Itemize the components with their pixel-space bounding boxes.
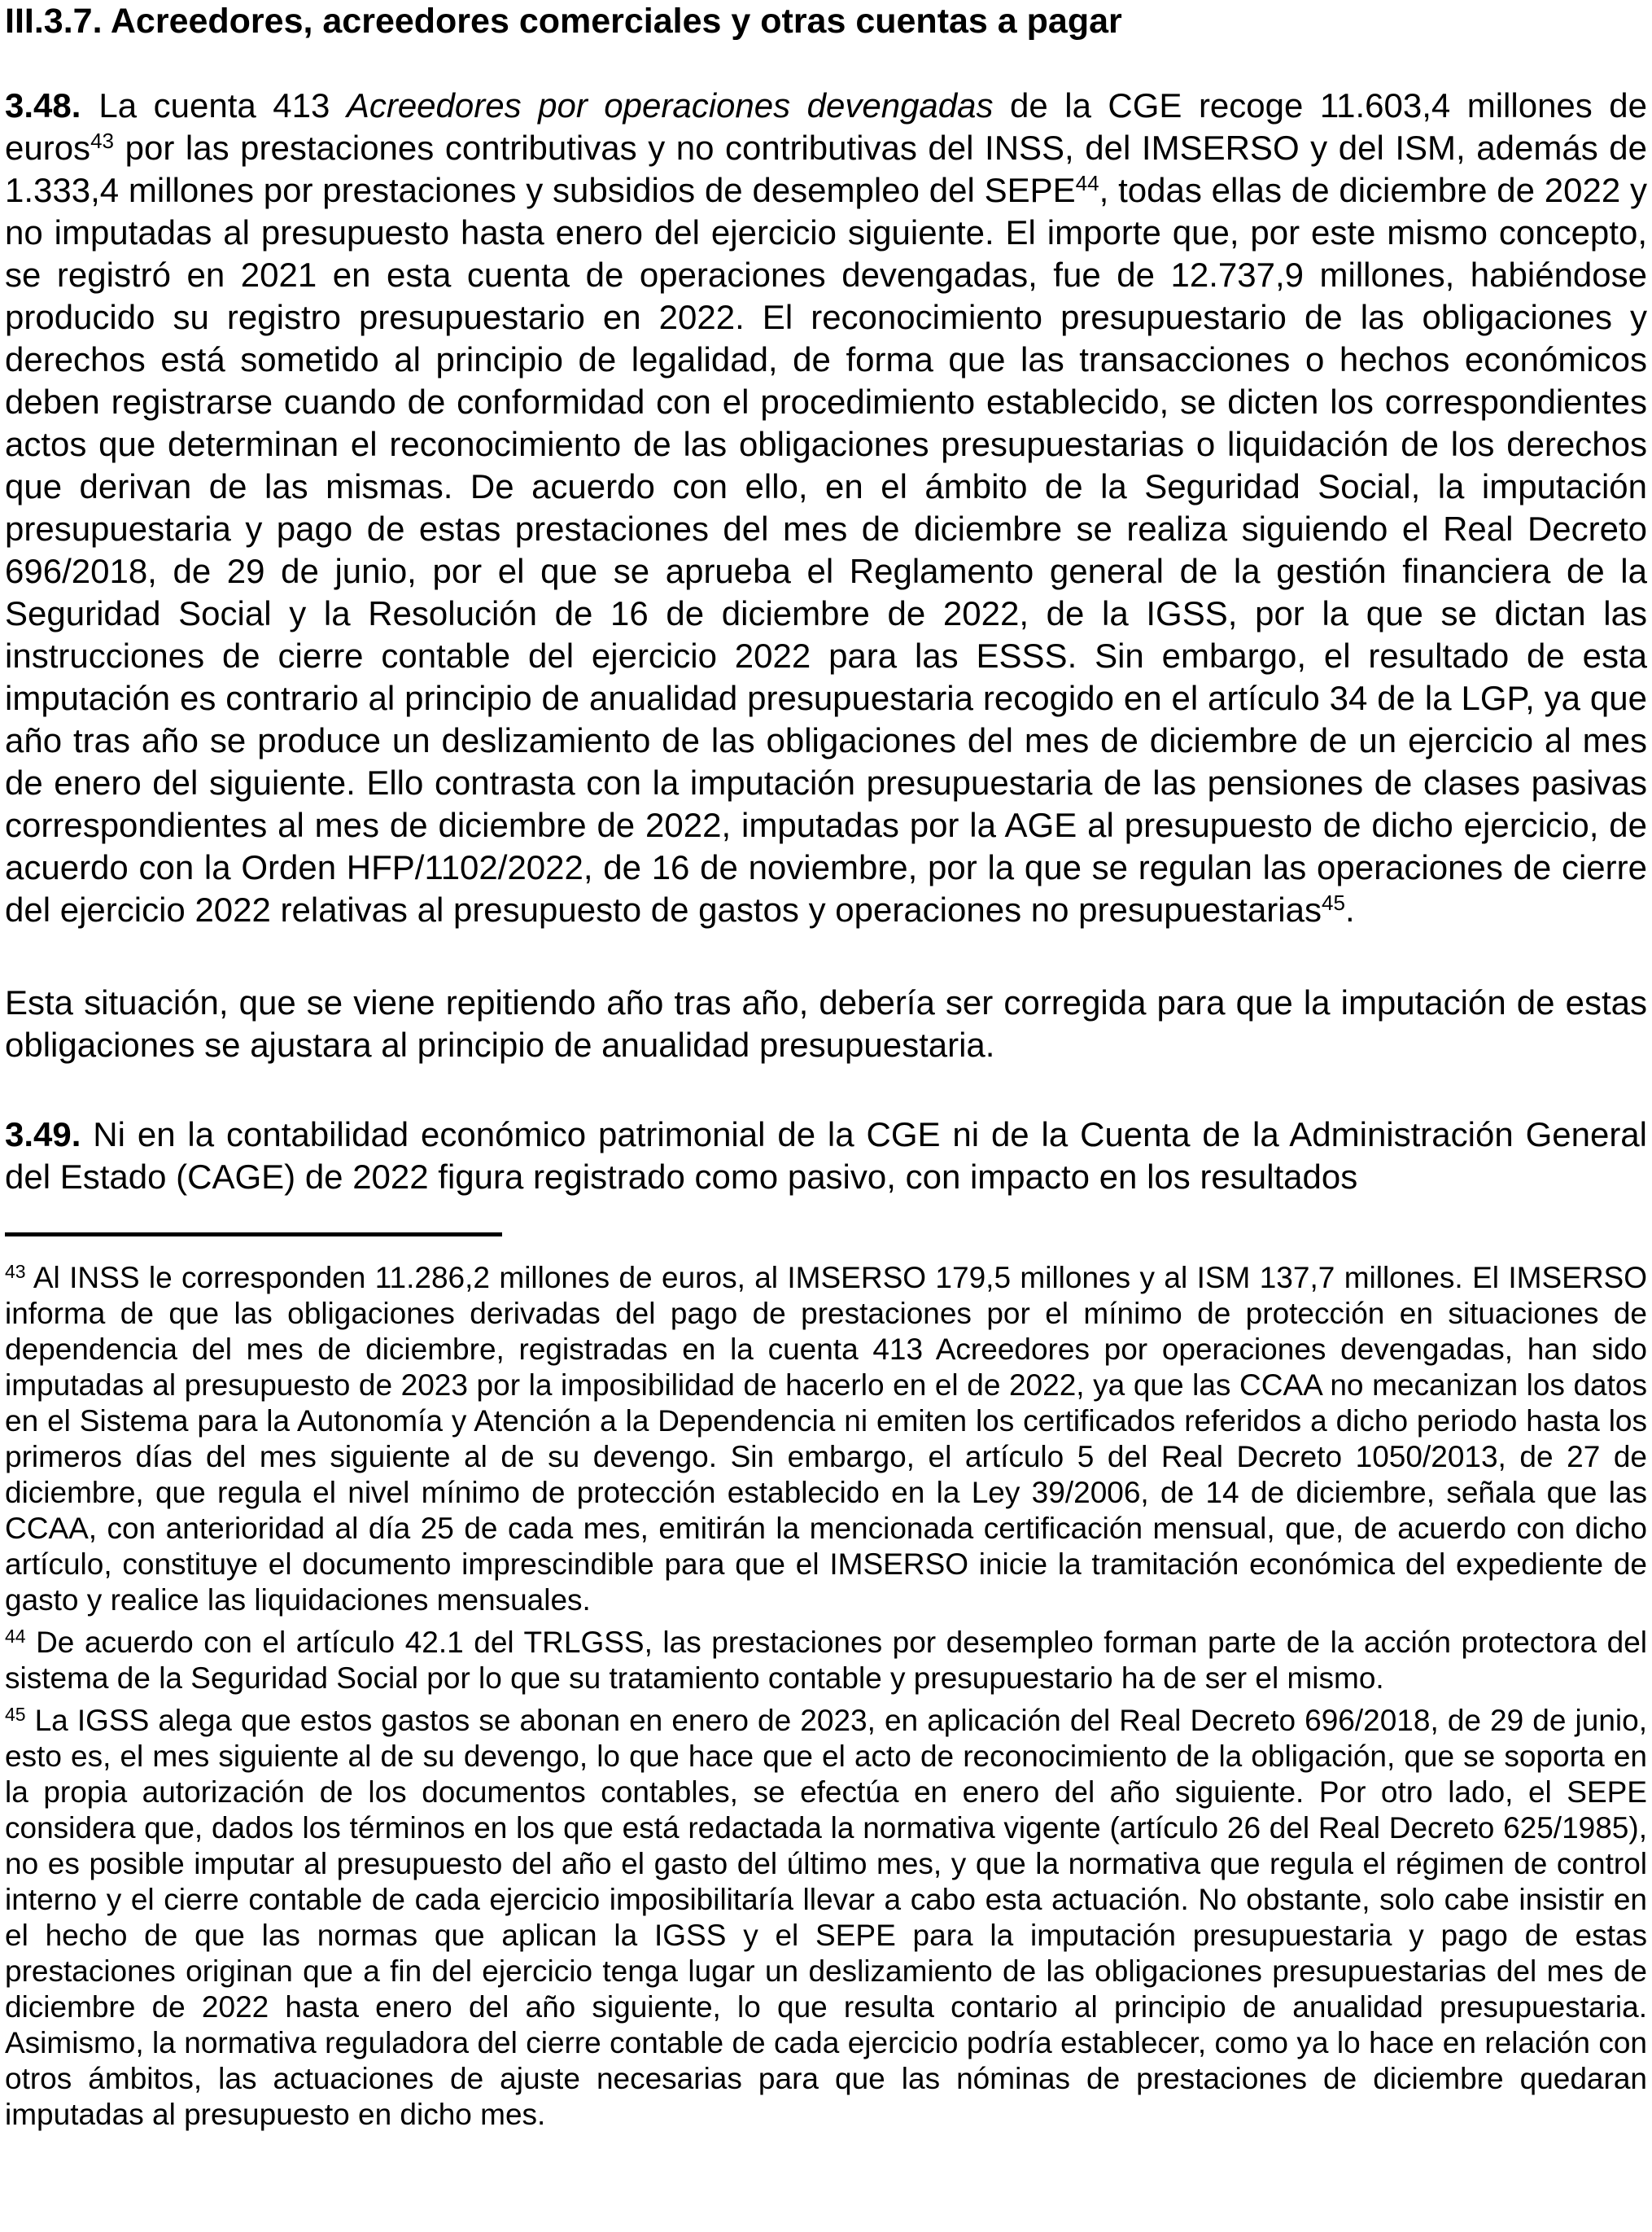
- footnote-45: [5, 1703, 1647, 2133]
- account-name-italic: Acreedores por operaciones devengadas: [346, 86, 994, 125]
- footnote-43-marker: 43: [5, 1261, 26, 1283]
- paragraph-3-48-after-italic: de la CGE recoge 11.603,4 millones de euros: [5, 86, 1648, 167]
- paragraph-number-3-49: 3.49.: [5, 1115, 81, 1153]
- footnote-ref-44: 44: [1075, 171, 1099, 196]
- paragraph-remark: Esta situación, que se viene repitiendo año tras año, debería ser corregida para que la imputación de estas obligaciones se ajustara al principio de anualidad presupuestaria.: [5, 983, 1647, 1064]
- footnote-ref-43: 43: [90, 129, 115, 154]
- paragraph-3-48-mid2: , todas ellas de diciembre de 2022 y no imputadas al presupuesto hasta enero del ejercicio siguiente. El importe que, por este mismo concepto, se registró en 2021 en esta cuenta de operaciones devengadas, fue de 12.737,9 millones, habiéndose producido su registro presupuestario en 2022. El reconocimiento presupuestario de las obligaciones y derechos está sometido al principio de legalidad, de forma que las transacciones o hechos económicos deben registrarse cuando de conformidad con el procedimiento establecido, se dicten los correspondientes actos que determinan el reconocimiento de las obligaciones presupuestarias o liquidación de los derechos que derivan de las mismas. De acuerdo con ello, en el ámbito de la Seguridad Social, la imputación presupuestaria y pago de estas prestaciones del mes de diciembre se realiza siguiendo el Real Decreto 696/2018, de 29 de junio, por el que se aprueba el Reglamento general de la gestión financiera de la Seguridad Social y la Resolución de 16 de diciembre de 2022, de la IGSS, por la que se dictan las instrucciones de cierre contable del ejercicio 2022 para las ESSS. Sin embargo, el resultado de esta imputación es contrario al principio de anualidad presupuestaria recogido en el artículo 34 de la LGP, ya que año tras año se produce un deslizamiento de las obligaciones del mes de diciembre de un ejercicio al mes de enero del siguiente. Ello contrasta con la imputación presupuestaria de las pensiones de clases pasivas correspondientes al mes de diciembre de 2022, imputadas por la AGE al presupuesto de dicho ejercicio, de acuerdo con la Orden HFP/1102/2022, de 16 de noviembre, por la que se regulan las operaciones de cierre del ejercicio 2022 relativas al presupuesto de gastos y operaciones no presupuestarias: [5, 171, 1647, 929]
- footnote-44-text: De acuerdo con el artículo 42.1 del TRLGSS, las prestaciones por desempleo forman parte de la acción protectora del sistema de la Seguridad Social por lo que su tratamiento contable y presupuestario ha de ser el mismo.: [5, 1626, 1647, 1695]
- footnotes-section: [5, 1260, 1647, 2133]
- paragraph-3-48: [5, 85, 1647, 931]
- footnote-ref-45: 45: [1321, 891, 1345, 916]
- footnote-45-text: La IGSS alega que estos gastos se abonan en enero de 2023, en aplicación del Real Decreto 696/2018, de 29 de junio, esto es, el mes siguiente al de su devengo, lo que hace que el acto de reconocimiento de la obligación, que se soporta en la propia autorización de los documentos contables, se efectúa en enero del año siguiente. Por otro lado, el SEPE considera que, dados los términos en los que está redactada la normativa vigente (artículo 26 del Real Decreto 625/1985), no es posible imputar al presupuesto del año el gasto del último mes, y que la normativa que regula el régimen de control interno y el cierre contable de cada ejercicio imposibilitaría llevar a cabo esta actuación. No obstante, solo cabe insistir en el hecho de que las normas que aplican la IGSS y el SEPE para la imputación presupuestaria y pago de estas prestaciones originan que a fin del ejercicio tenga lugar un deslizamiento de las obligaciones presupuestarias del mes de diciembre de 2022 hasta enero del año siguiente, lo que resulta contario al principio de anualidad presupuestaria. Asimismo, la normativa reguladora del cierre contable de cada ejercicio podría establecer, como ya lo hace en relación con otros ámbitos, las actuaciones de ajuste necesarias para que las nóminas de prestaciones de diciembre quedaran imputadas al presupuesto en dicho mes.: [5, 1704, 1647, 2131]
- footnote-43: [5, 1260, 1647, 1618]
- footnote-43-text: Al INSS le corresponden 11.286,2 millones de euros, al IMSERSO 179,5 millones y al ISM 137,7 millones. El IMSERSO informa de que las obligaciones derivadas del pago de prestaciones por el mínimo de protección en situaciones de dependencia del mes de diciembre, registradas en la cuenta 413 Acreedores por operaciones devengadas, han sido imputadas al presupuesto de 2023 por la imposibilidad de hacerlo en el de 2022, ya que las CCAA no mecanizan los datos en el Sistema para la Autonomía y Atención a la Dependencia ni emiten los certificados referidos a dicho periodo hasta los primeros días del mes siguiente al de su devengo. Sin embargo, el artículo 5 del Real Decreto 1050/2013, de 27 de diciembre, que regula el nivel mínimo de protección establecido en la Ley 39/2006, de 14 de diciembre, señala que las CCAA, con anterioridad al día 25 de cada mes, emitirán la mencionada certificación mensual, que, de acuerdo con dicho artículo, constituye el documento imprescindible para que el IMSERSO inicie la tramitación económica del expediente de gasto y realice las liquidaciones mensuales.: [5, 1261, 1647, 1617]
- paragraph-number-3-48: 3.48.: [5, 86, 81, 125]
- footnote-44: [5, 1625, 1647, 1696]
- paragraph-3-49-text: Ni en la contabilidad económico patrimonial de la CGE ni de la Cuenta de la Administración General del Estado (CAGE) de 2022 figura registrado como pasivo, con impacto en los resultados: [5, 1115, 1647, 1196]
- footnote-separator-rule: [5, 1232, 502, 1236]
- paragraph-3-49: [5, 1114, 1647, 1198]
- paragraph-3-48-lead: La cuenta 413: [98, 86, 347, 125]
- paragraph-3-48-mid1: por las prestaciones contributivas y no contributivas del INSS, del IMSERSO y del ISM, además de 1.333,4 millones por prestaciones y subsidios de desempleo del SEPE: [5, 129, 1647, 209]
- paragraph-3-48-tail: .: [1344, 891, 1355, 929]
- footnote-44-marker: 44: [5, 1626, 26, 1648]
- section-heading: III.3.7. Acreedores, acreedores comerciales y otras cuentas a pagar: [5, 2, 1122, 41]
- footnote-45-marker: 45: [5, 1704, 26, 1726]
